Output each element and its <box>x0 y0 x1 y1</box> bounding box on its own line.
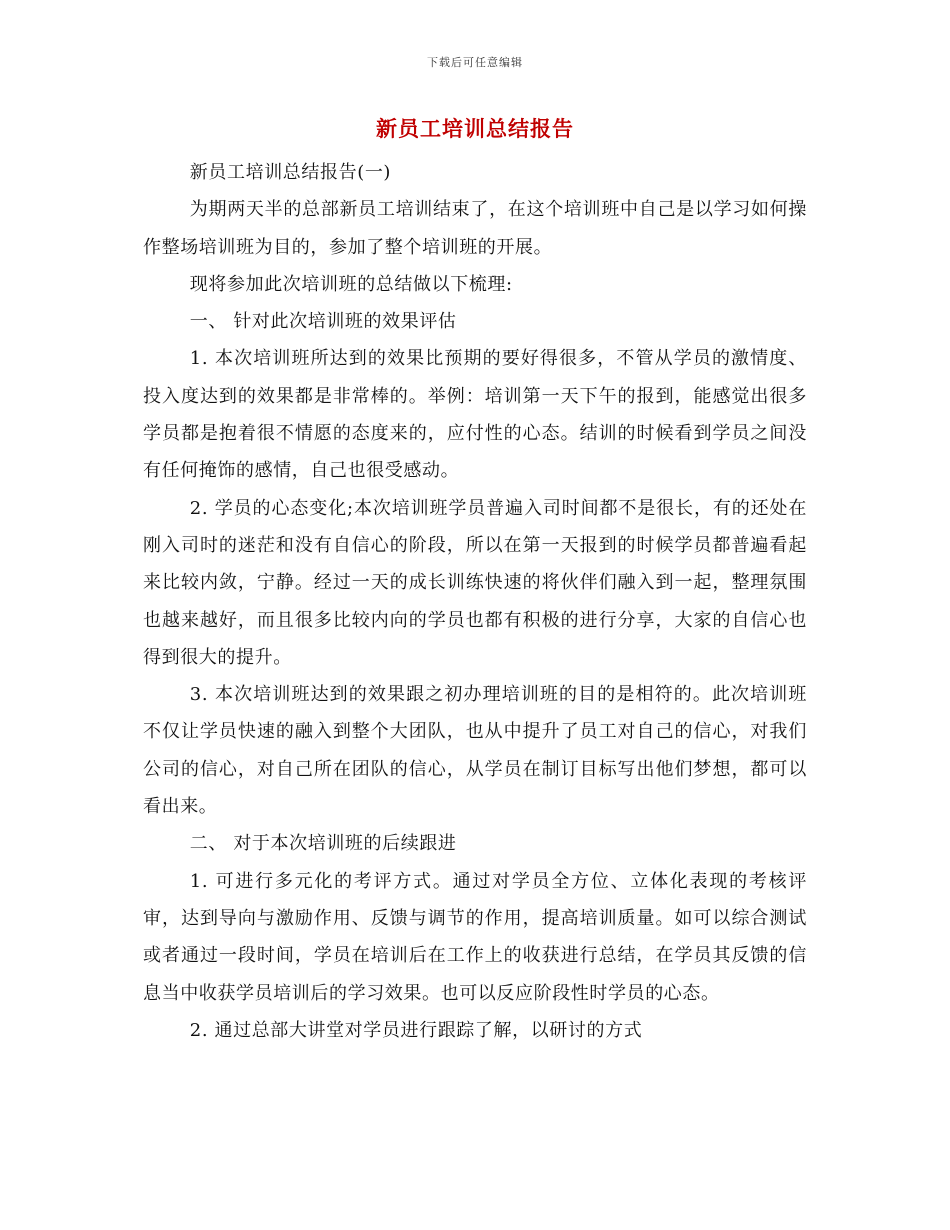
paragraph-subtitle: 新员工培训总结报告(一) <box>189 162 392 183</box>
paragraph: 现将参加此次培训班的总结做以下梳理: <box>189 273 513 295</box>
document-body <box>143 154 807 1049</box>
paragraph: 2. 通过总部大讲堂对学员进行跟踪了解，以研讨的方式 <box>189 1019 643 1041</box>
document-title: 新员工培训总结报告 <box>376 116 574 141</box>
section-heading: 二、 对于本次培训班的后续跟进 <box>189 833 457 855</box>
paragraph: 3. 本次培训班达到的效果跟之初办理培训班的目的是相符的。此次培训班不仅让学员快速的融入到整个大团队，也从中提升了员工对自己的信心，对我们公司的信心，对自己所在团队的信心，从学员在制订目标写出他们梦想，都可以看出来。 <box>143 684 807 818</box>
section-heading: 一、 针对此次培训班的效果评估 <box>189 311 457 333</box>
paragraph: 为期两天半的总部新员工培训结束了，在这个培训班中自己是以学习如何操作整场培训班为目的，参加了整个培训班的开展。 <box>143 199 807 258</box>
paragraph: 2. 学员的心态变化;本次培训班学员普遍入司时间都不是很长，有的还处在刚入司时的迷茫和没有自信心的阶段，所以在第一天报到的时候学员都普遍看起来比较内敛，宁静。经过一天的成长训练快速的将伙伴们融入到一起，整理氛围也越来越好，而且很多比较内向的学员也都有积极的进行分享，大家的自信心也得到很大的提升。 <box>143 497 807 668</box>
header-note: 下载后可任意编辑 <box>427 56 523 69</box>
paragraph: 1. 本次培训班所达到的效果比预期的要好得很多，不管从学员的激情度、投入度达到的效果都是非常棒的。举例：培训第一天下午的报到，能感觉出很多学员都是抱着很不情愿的态度来的，应付性的心态。结训的时候看到学员之间没有任何掩饰的感情，自己也很受感动。 <box>143 348 807 482</box>
paragraph: 1. 可进行多元化的考评方式。通过对学员全方位、立体化表现的考核评审，达到导向与激励作用、反馈与调节的作用，提高培训质量。如可以综合测试或者通过一段时间，学员在培训后在工作上的收获进行总结，在学员其反馈的信息当中收获学员培训后的学习效果。也可以反应阶段性时学员的心态。 <box>143 870 807 1004</box>
